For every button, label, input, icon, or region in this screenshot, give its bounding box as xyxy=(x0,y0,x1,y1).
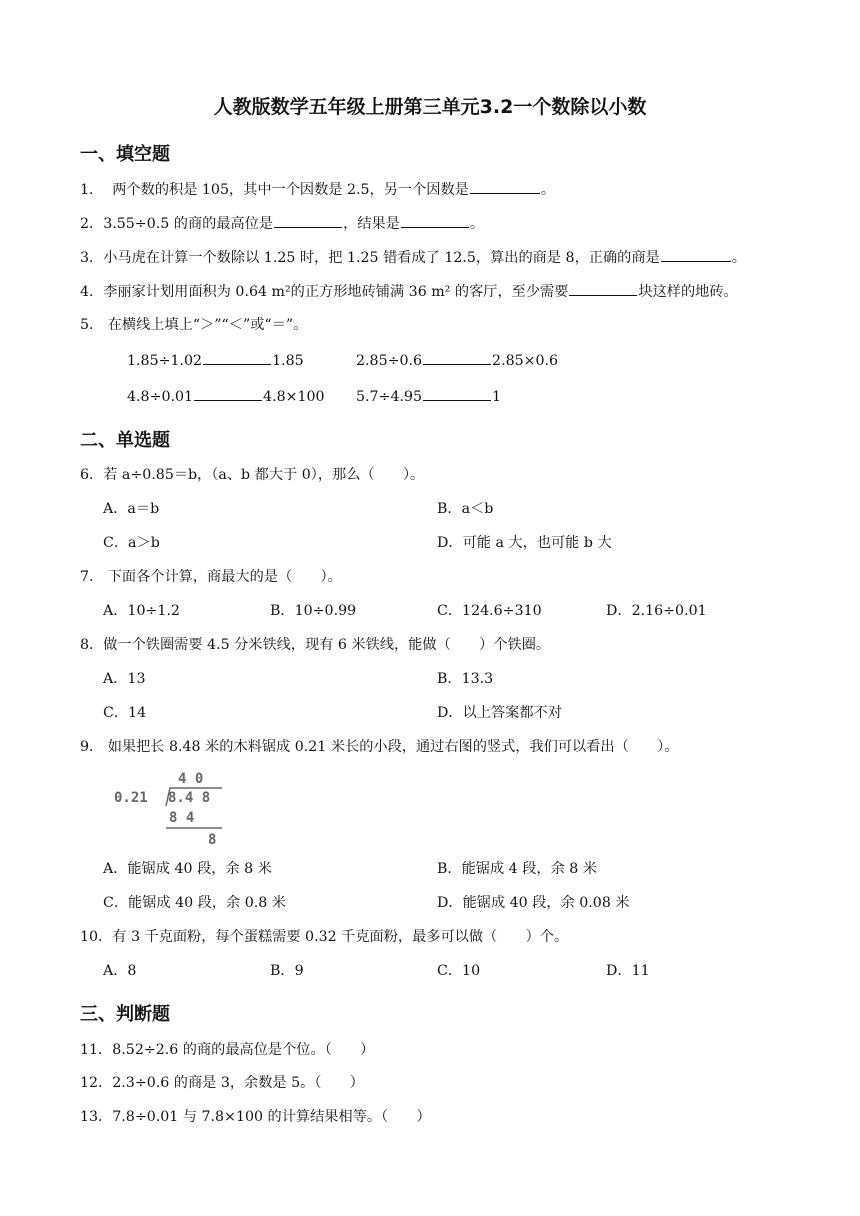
question-text: 。 xyxy=(731,250,746,266)
question-number: 1． xyxy=(80,182,104,198)
question-number: 12． xyxy=(80,1075,113,1091)
question-number: 5． xyxy=(80,317,104,333)
question-number: 3． xyxy=(80,250,104,266)
compare-left: 1.85÷1.02 xyxy=(127,353,203,369)
question-text: 块这样的地砖。 xyxy=(638,284,738,300)
question-text: 。 xyxy=(540,182,556,198)
division-remainder: 8 xyxy=(208,832,217,848)
option-c[interactable]: C．10 xyxy=(437,963,481,979)
answer-blank[interactable] xyxy=(423,386,491,401)
long-division-figure xyxy=(112,768,232,848)
question-12 xyxy=(80,1073,364,1093)
option-a[interactable]: A．能锯成 40 段，余 8 米 xyxy=(103,861,272,877)
question-6 xyxy=(80,465,424,485)
question-text: 李丽家计划用面积为 0.64 m²的正方形地砖铺满 36 m² 的客厅，至少需要 xyxy=(103,284,569,300)
question-number: 6． xyxy=(80,467,104,483)
compare-item xyxy=(127,350,304,371)
question-13 xyxy=(80,1107,431,1127)
compare-right: 4.8×100 xyxy=(263,389,325,405)
answer-blank[interactable] xyxy=(470,179,540,194)
answer-blank[interactable] xyxy=(401,213,469,228)
section-heading-fill-blank: 一、填空题 xyxy=(80,144,170,165)
question-1 xyxy=(80,179,555,200)
question-text: 7.8÷0.01 与 7.8×100 的计算结果相等。（ ） xyxy=(112,1109,431,1125)
question-number: 13． xyxy=(80,1109,113,1125)
option-a[interactable]: A．a＝b xyxy=(103,501,160,517)
division-product: 8 4 xyxy=(169,810,195,826)
question-number: 7． xyxy=(80,569,104,585)
option-d[interactable]: D．能锯成 40 段，余 0.08 米 xyxy=(437,895,630,911)
question-number: 11． xyxy=(80,1042,113,1058)
option-c[interactable]: C．能锯成 40 段，余 0.8 米 xyxy=(103,895,287,911)
division-divisor: 0.21 xyxy=(114,790,148,806)
option-d[interactable]: D．2.16÷0.01 xyxy=(606,603,707,619)
option-d[interactable]: D．以上答案都不对 xyxy=(437,705,562,721)
answer-blank[interactable] xyxy=(569,281,637,296)
question-number: 9． xyxy=(80,739,104,755)
option-b[interactable]: B．13.3 xyxy=(437,671,494,687)
option-c[interactable]: C．14 xyxy=(103,705,147,721)
question-text: 下面各个计算，商最大的是（ ）。 xyxy=(107,569,342,585)
question-text: 8.52÷2.6 的商的最高位是个位。（ ） xyxy=(112,1042,375,1058)
option-b[interactable]: B．能锯成 4 段，余 8 米 xyxy=(437,861,598,877)
section-heading-true-false: 三、判断题 xyxy=(80,1004,170,1025)
question-10 xyxy=(80,927,568,947)
compare-left: 5.7÷4.95 xyxy=(356,389,423,405)
section-heading-multiple-choice: 二、单选题 xyxy=(80,430,170,451)
question-9 xyxy=(80,737,678,757)
question-text: 有 3 千克面粉，每个蛋糕需要 0.32 千克面粉，最多可以做（ ）个。 xyxy=(112,929,569,945)
question-text: 2.3÷0.6 的商是 3，余数是 5。（ ） xyxy=(112,1075,364,1091)
option-a[interactable]: A．10÷1.2 xyxy=(103,603,180,619)
option-d[interactable]: D．11 xyxy=(606,963,650,979)
option-b[interactable]: B．a＜b xyxy=(437,501,494,517)
compare-item xyxy=(127,386,325,407)
compare-right: 2.85×0.6 xyxy=(492,353,559,369)
question-number: 2． xyxy=(80,216,104,232)
question-text: 。 xyxy=(469,216,485,232)
question-number: 4． xyxy=(80,284,104,300)
compare-right: 1 xyxy=(492,389,502,405)
question-text: 如果把长 8.48 米的木料锯成 0.21 米长的小段，通过右图的竖式，我们可以看出（ ）。 xyxy=(107,739,679,755)
compare-left: 2.85÷0.6 xyxy=(356,353,423,369)
answer-blank[interactable] xyxy=(661,247,731,262)
question-3 xyxy=(80,247,746,268)
compare-item xyxy=(356,386,501,407)
compare-right: 1.85 xyxy=(272,353,304,369)
question-text: 若 a÷0.85＝b，（a、b 都大于 0），那么（ ）。 xyxy=(103,467,425,483)
question-text: 在横线上填上“＞”“＜”或“＝”。 xyxy=(107,317,308,333)
option-c[interactable]: C．124.6÷310 xyxy=(437,603,542,619)
option-c[interactable]: C．a＞b xyxy=(103,535,160,551)
question-number: 8． xyxy=(80,637,104,653)
division-quotient: 4 0 xyxy=(178,771,204,787)
answer-blank[interactable] xyxy=(194,386,262,401)
option-a[interactable]: A．8 xyxy=(103,963,137,979)
compare-item xyxy=(356,350,558,371)
option-d[interactable]: D．可能 a 大，也可能 b 大 xyxy=(437,535,612,551)
page-title: 人教版数学五年级上册第三单元3.2一个数除以小数 xyxy=(213,96,647,118)
question-2 xyxy=(80,213,484,234)
question-4 xyxy=(80,281,738,302)
option-b[interactable]: B．9 xyxy=(270,963,304,979)
question-text: 小马虎在计算一个数除以 1.25 时，把 1.25 错看成了 12.5，算出的商是 8，正确的商是 xyxy=(103,250,660,266)
question-text: 两个数的积是 105，其中一个因数是 2.5，另一个因数是 xyxy=(112,182,469,198)
question-7 xyxy=(80,567,342,587)
question-5 xyxy=(80,315,307,335)
question-8 xyxy=(80,635,550,655)
compare-left: 4.8÷0.01 xyxy=(127,389,194,405)
question-number: 10． xyxy=(80,929,113,945)
division-dividend: 8.4 8 xyxy=(168,790,211,806)
answer-blank[interactable] xyxy=(203,350,271,365)
question-text: ，结果是 xyxy=(343,216,400,232)
question-text: 3.55÷0.5 的商的最高位是 xyxy=(103,216,274,232)
answer-blank[interactable] xyxy=(274,213,342,228)
option-b[interactable]: B．10÷0.99 xyxy=(270,603,357,619)
answer-blank[interactable] xyxy=(423,350,491,365)
option-a[interactable]: A．13 xyxy=(103,671,146,687)
question-11 xyxy=(80,1040,374,1060)
question-text: 做一个铁圈需要 4.5 分米铁线，现有 6 米铁线，能做（ ）个铁圈。 xyxy=(103,637,551,653)
